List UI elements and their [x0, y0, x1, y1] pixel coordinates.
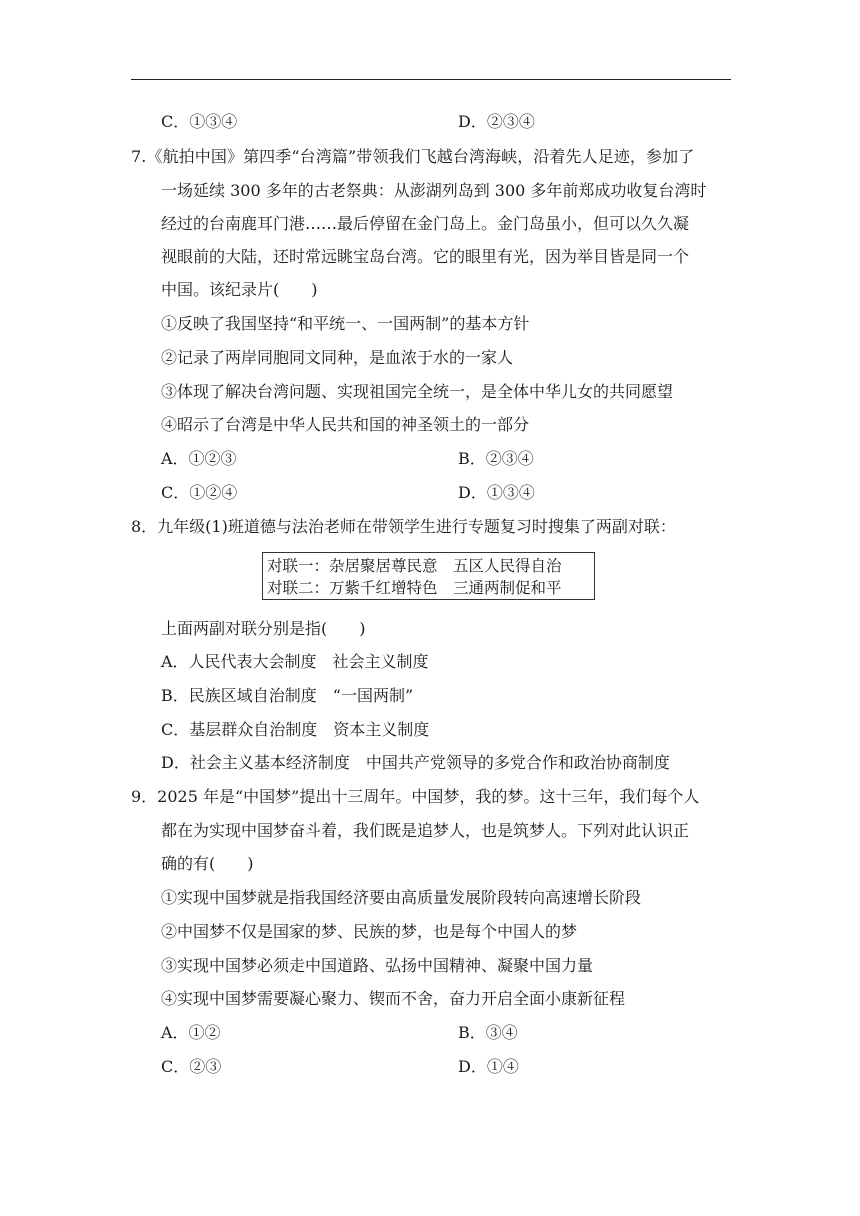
q9-option-d: D．①④	[458, 1057, 519, 1076]
q7-option-b: B．②③④	[458, 449, 534, 468]
q7-option-a: A．①②③	[161, 449, 237, 468]
couplet-box	[262, 552, 595, 600]
q9-statement-4: ④实现中国梦需要凝心聚力、锲而不舍，奋力开启全面小康新征程	[161, 989, 626, 1008]
q7-option-d: D．①③④	[458, 483, 535, 502]
q7-statement-4: ④昭示了台湾是中华人民共和国的神圣领土的一部分	[161, 415, 530, 434]
q7-stem-line-1: 7.《航拍中国》第四季“台湾篇”带领我们飞越台湾海峡，沿着先人足迹，参加了	[131, 147, 695, 166]
q7-statement-1: ①反映了我国坚持“和平统一、一国两制”的基本方针	[161, 314, 530, 333]
q7-statement-2: ②记录了两岸同胞同文同种，是血浓于水的一家人	[161, 348, 514, 367]
q7-statement-3: ③体现了解决台湾问题、实现祖国完全统一，是全体中华儿女的共同愿望	[161, 382, 674, 401]
couplet-2: 对联二：万紫千红增特色 三通两制促和平	[267, 579, 562, 597]
q8-option-b: B．民族区域自治制度 “一国两制”	[161, 686, 414, 705]
q9-stem-line-2: 都在为实现中国梦奋斗着，我们既是追梦人，也是筑梦人。下列对此认识正	[161, 821, 690, 840]
q9-stem-line-1: 9．2025 年是“中国梦”提出十三周年。中国梦，我的梦。这十三年，我们每个人	[131, 787, 700, 806]
q9-option-b: B．③④	[458, 1023, 518, 1042]
q6-option-d: D．②③④	[458, 112, 535, 131]
q9-statement-1: ①实现中国梦就是指我国经济要由高质量发展阶段转向高速增长阶段	[161, 888, 642, 907]
q8-stem: 8．九年级(1)班道德与法治老师在带领学生进行专题复习时搜集了两副对联：	[131, 517, 676, 536]
q8-question: 上面两副对联分别是指( )	[161, 619, 366, 638]
q7-stem-line-2: 一场延续 300 多年的古老祭典：从澎湖列岛到 300 多年前郑成功收复台湾时	[161, 181, 707, 200]
q8-option-a: A．人民代表大会制度 社会主义制度	[161, 652, 429, 671]
top-rule	[131, 79, 731, 80]
q9-statement-2: ②中国梦不仅是国家的梦、民族的梦，也是每个中国人的梦	[161, 922, 578, 941]
q9-option-a: A．①②	[161, 1023, 221, 1042]
q7-option-c: C．①②④	[161, 483, 238, 502]
q6-option-c: C．①③④	[161, 112, 238, 131]
q9-stem-line-3: 确的有( )	[161, 854, 254, 873]
q7-stem-line-3: 经过的台南鹿耳门港……最后停留在金门岛上。金门岛虽小，但可以久久凝	[161, 214, 690, 233]
q7-stem-line-5: 中国。该纪录片( )	[161, 280, 318, 299]
couplet-1: 对联一：杂居聚居尊民意 五区人民得自治	[267, 557, 562, 575]
q7-stem-line-4: 视眼前的大陆，还时常远眺宝岛台湾。它的眼里有光，因为举目皆是同一个	[161, 247, 690, 266]
q8-option-d: D．社会主义基本经济制度 中国共产党领导的多党合作和政治协商制度	[161, 753, 670, 772]
q8-option-c: C．基层群众自治制度 资本主义制度	[161, 720, 430, 739]
q9-statement-3: ③实现中国梦必须走中国道路、弘扬中国精神、凝聚中国力量	[161, 956, 594, 975]
q9-option-c: C．②③	[161, 1057, 222, 1076]
